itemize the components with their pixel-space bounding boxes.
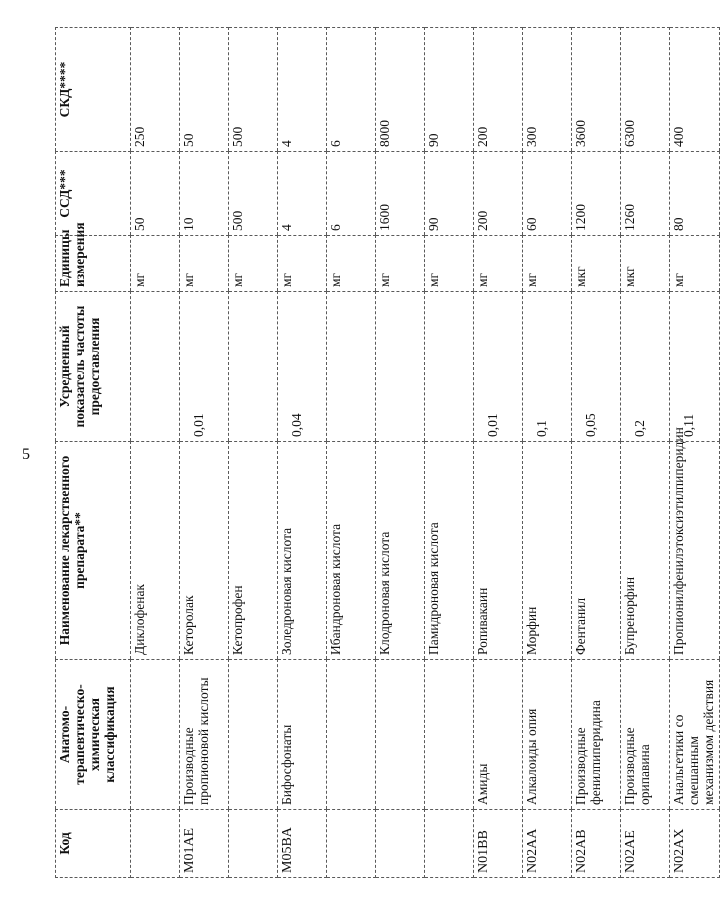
atc-cell xyxy=(425,660,474,810)
table-row xyxy=(376,28,425,878)
drug-table xyxy=(55,27,720,878)
table-header-row xyxy=(56,28,131,878)
code-cell xyxy=(229,810,278,878)
frequency-cell: 0,04 xyxy=(278,292,327,442)
ssd-cell: 4 xyxy=(278,152,327,236)
drug-cell: Диклофенак xyxy=(131,442,180,660)
table-row xyxy=(621,28,670,878)
atc-cell: Производные фенилпиперидина xyxy=(572,660,621,810)
unit-cell: мг xyxy=(229,236,278,292)
frequency-cell: 0,05 xyxy=(572,292,621,442)
header-unit: Единицы измерения xyxy=(56,236,131,292)
atc-cell xyxy=(376,660,425,810)
page-number: 5 xyxy=(22,446,30,463)
drug-cell: Золедроновая кислота xyxy=(278,442,327,660)
header-drug: Наименование лекарственного препарата** xyxy=(56,442,131,660)
drug-cell: Морфин xyxy=(523,442,572,660)
frequency-cell xyxy=(425,292,474,442)
ssd-cell: 60 xyxy=(523,152,572,236)
code-cell: N02AA xyxy=(523,810,572,878)
unit-cell: мг xyxy=(327,236,376,292)
skd-cell: 8000 xyxy=(376,28,425,152)
skd-cell: 6 xyxy=(327,28,376,152)
unit-cell: мкг xyxy=(572,236,621,292)
skd-cell: 90 xyxy=(425,28,474,152)
drug-cell: Фентанил xyxy=(572,442,621,660)
frequency-cell xyxy=(376,292,425,442)
unit-cell: мг xyxy=(425,236,474,292)
unit-cell: мг xyxy=(474,236,523,292)
code-cell: N02AB xyxy=(572,810,621,878)
ssd-cell: 200 xyxy=(474,152,523,236)
atc-cell: Производные пропионовой кислоты xyxy=(180,660,229,810)
atc-cell xyxy=(229,660,278,810)
skd-cell: 3600 xyxy=(572,28,621,152)
header-ssd: ССД*** xyxy=(56,152,131,236)
skd-cell: 4 xyxy=(278,28,327,152)
ssd-cell: 80 xyxy=(670,152,720,236)
skd-cell: 50 xyxy=(180,28,229,152)
header-code: Код xyxy=(56,810,131,878)
ssd-cell: 50 xyxy=(131,152,180,236)
drug-cell: Кетопрофен xyxy=(229,442,278,660)
header-atc: Анатомо-терапевтическо-химическая классификация xyxy=(56,660,131,810)
skd-cell: 250 xyxy=(131,28,180,152)
code-cell: N02AE xyxy=(621,810,670,878)
code-cell xyxy=(376,810,425,878)
code-cell: N02AX xyxy=(670,810,720,878)
header-skd: СКД**** xyxy=(56,28,131,152)
table-row xyxy=(327,28,376,878)
frequency-cell xyxy=(131,292,180,442)
frequency-cell: 0,2 xyxy=(621,292,670,442)
drug-cell: Ибандроновая кислота xyxy=(327,442,376,660)
unit-cell: мг xyxy=(523,236,572,292)
drug-cell: Пропионилфенилэтоксиэтилпиперидин xyxy=(670,442,720,660)
unit-cell: мг xyxy=(376,236,425,292)
unit-cell: мг xyxy=(278,236,327,292)
skd-cell: 500 xyxy=(229,28,278,152)
drug-cell: Ропивакаин xyxy=(474,442,523,660)
atc-cell: Анальгетики со смешанным механизмом действия xyxy=(670,660,720,810)
atc-cell: Алкалоиды опия xyxy=(523,660,572,810)
drug-cell: Кеторолак xyxy=(180,442,229,660)
drug-cell: Клодроновая кислота xyxy=(376,442,425,660)
table-row xyxy=(425,28,474,878)
drug-cell: Бупренорфин xyxy=(621,442,670,660)
table-row xyxy=(180,28,229,878)
frequency-cell xyxy=(229,292,278,442)
unit-cell: мг xyxy=(670,236,720,292)
code-cell xyxy=(131,810,180,878)
code-cell: M01AE xyxy=(180,810,229,878)
table-row xyxy=(229,28,278,878)
atc-cell xyxy=(131,660,180,810)
frequency-cell: 0,11 xyxy=(670,292,720,442)
atc-cell xyxy=(327,660,376,810)
code-cell xyxy=(327,810,376,878)
skd-cell: 200 xyxy=(474,28,523,152)
frequency-cell xyxy=(327,292,376,442)
unit-cell: мг xyxy=(131,236,180,292)
skd-cell: 6300 xyxy=(621,28,670,152)
table-row xyxy=(474,28,523,878)
atc-cell: Бифосфонаты xyxy=(278,660,327,810)
code-cell: M05BA xyxy=(278,810,327,878)
frequency-cell: 0,01 xyxy=(180,292,229,442)
atc-cell: Амиды xyxy=(474,660,523,810)
rotated-table-wrapper xyxy=(55,28,716,878)
ssd-cell: 10 xyxy=(180,152,229,236)
ssd-cell: 500 xyxy=(229,152,278,236)
code-cell xyxy=(425,810,474,878)
ssd-cell: 90 xyxy=(425,152,474,236)
frequency-cell: 0,1 xyxy=(523,292,572,442)
ssd-cell: 1260 xyxy=(621,152,670,236)
header-frequency: Усредненный показатель частоты предоставления xyxy=(56,292,131,442)
frequency-cell: 0,01 xyxy=(474,292,523,442)
skd-cell: 300 xyxy=(523,28,572,152)
ssd-cell: 1600 xyxy=(376,152,425,236)
drug-cell: Памидроновая кислота xyxy=(425,442,474,660)
skd-cell: 400 xyxy=(670,28,720,152)
table-row xyxy=(572,28,621,878)
table-row xyxy=(523,28,572,878)
code-cell: N01BB xyxy=(474,810,523,878)
ssd-cell: 6 xyxy=(327,152,376,236)
ssd-cell: 1200 xyxy=(572,152,621,236)
table-row xyxy=(131,28,180,878)
table-row xyxy=(278,28,327,878)
atc-cell: Производные орипавина xyxy=(621,660,670,810)
unit-cell: мг xyxy=(180,236,229,292)
unit-cell: мкг xyxy=(621,236,670,292)
table-row xyxy=(670,28,720,878)
